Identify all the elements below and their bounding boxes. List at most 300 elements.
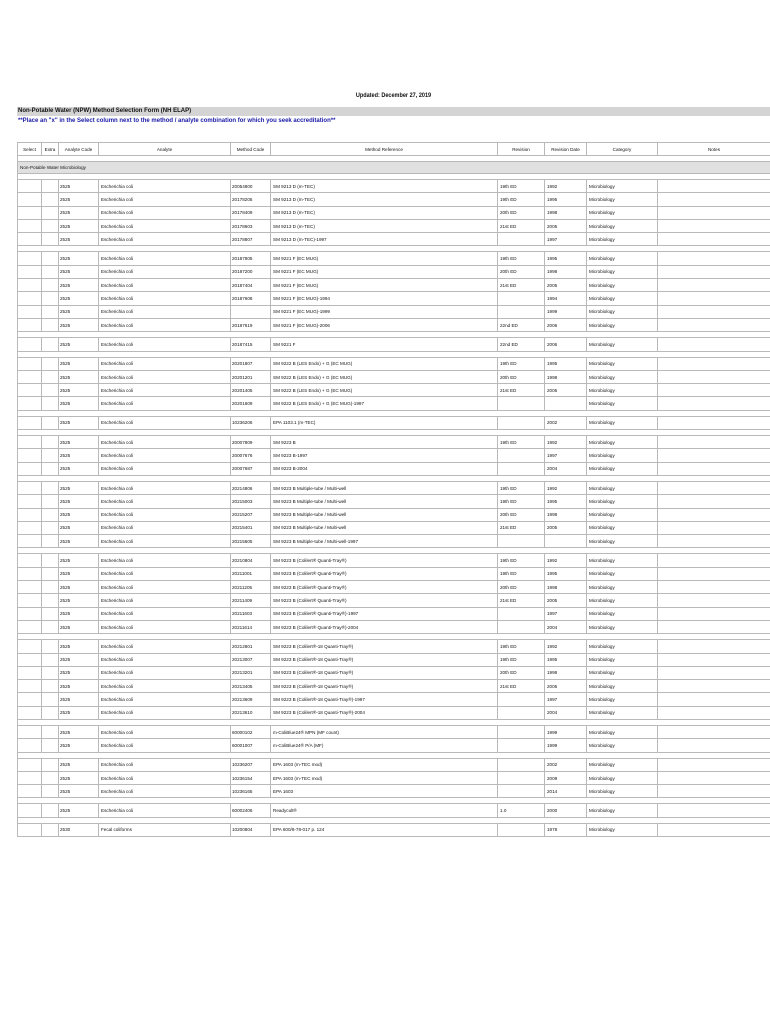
category-cell: Microbiology xyxy=(587,481,658,494)
method-code-cell: 20201807 xyxy=(231,357,271,370)
method-reference-cell: m-ColiBlue24® P/A (MF) xyxy=(271,739,498,752)
category-cell: Microbiology xyxy=(587,219,658,232)
analyte-code-cell: 2525 xyxy=(59,594,99,607)
category-cell: Microbiology xyxy=(587,508,658,521)
analyte-cell: Escherichia coli xyxy=(99,508,231,521)
method-code-cell: 20201405 xyxy=(231,384,271,397)
table-row xyxy=(18,233,770,246)
method-reference-cell: EPA 1103.1 (m-TEC) xyxy=(271,416,498,429)
method-code-cell: 20178807 xyxy=(231,233,271,246)
method-code-cell: 20201609 xyxy=(231,397,271,410)
method-code-cell: 20007676 xyxy=(231,449,271,462)
analyte-cell: Escherichia coli xyxy=(99,706,231,719)
revision-cell xyxy=(498,693,545,706)
revision-date-cell: 1995 xyxy=(545,653,587,666)
select-cell[interactable] xyxy=(18,739,42,752)
extra-cell xyxy=(42,193,59,206)
notes-cell xyxy=(658,785,770,798)
extra-cell xyxy=(42,581,59,594)
analyte-cell: Escherichia coli xyxy=(99,233,231,246)
extra-cell xyxy=(42,265,59,278)
method-code-cell: 20211205 xyxy=(231,581,271,594)
method-reference-cell: SM 9223 B (Colilert®-18 Quanti-Tray®) xyxy=(271,680,498,693)
revision-date-cell: 2005 xyxy=(545,521,587,534)
category-cell: Microbiology xyxy=(587,640,658,653)
analyte-cell: Escherichia coli xyxy=(99,725,231,738)
select-cell[interactable] xyxy=(18,416,42,429)
method-reference-cell: SM 9213 D (m-TEC) xyxy=(271,180,498,193)
select-cell[interactable] xyxy=(18,397,42,410)
revision-date-cell: 2000 xyxy=(545,804,587,817)
revision-date-cell: 2004 xyxy=(545,620,587,633)
analyte-cell: Escherichia coli xyxy=(99,653,231,666)
revision-date-cell: 2006 xyxy=(545,318,587,331)
notes-cell xyxy=(658,462,770,475)
method-reference-cell: SM 9213 D (m-TEC) xyxy=(271,193,498,206)
notes-cell xyxy=(658,384,770,397)
form-title: Non-Potable Water (NPW) Method Selection Form (NH ELAP) xyxy=(17,107,770,116)
extra-cell xyxy=(42,206,59,219)
col-header-analyte-code: Analyte Code xyxy=(59,143,99,156)
method-reference-cell: SM 9221 F (EC MUG)-2006 xyxy=(271,318,498,331)
select-cell[interactable] xyxy=(18,357,42,370)
table-row xyxy=(18,653,770,666)
category-cell: Microbiology xyxy=(587,607,658,620)
section-title: Non-Potable Water Microbiology xyxy=(18,162,770,174)
table-row xyxy=(18,416,770,429)
select-cell[interactable] xyxy=(18,338,42,351)
notes-cell xyxy=(658,206,770,219)
method-reference-cell: SM 9223 B (Colilert®-18 Quanti-Tray®)-2004 xyxy=(271,706,498,719)
analyte-cell: Escherichia coli xyxy=(99,436,231,449)
select-cell[interactable] xyxy=(18,785,42,798)
select-cell[interactable] xyxy=(18,640,42,653)
method-reference-cell: SM 9223 B (Colilert®-18 Quanti-Tray®)-1997 xyxy=(271,693,498,706)
method-code-cell: 20187805 xyxy=(231,252,271,265)
extra-cell xyxy=(42,495,59,508)
method-reference-cell: SM 9222 B (LES Endo) + G (EC MUG)-1997 xyxy=(271,397,498,410)
select-cell[interactable] xyxy=(18,193,42,206)
category-cell: Microbiology xyxy=(587,318,658,331)
analyte-cell: Escherichia coli xyxy=(99,554,231,567)
select-cell[interactable] xyxy=(18,265,42,278)
table-row xyxy=(18,338,770,351)
table-row xyxy=(18,305,770,318)
revision-date-cell: 1992 xyxy=(545,640,587,653)
extra-cell xyxy=(42,436,59,449)
table-row xyxy=(18,680,770,693)
extra-cell xyxy=(42,219,59,232)
extra-cell xyxy=(42,397,59,410)
table-header-row xyxy=(18,143,770,156)
method-reference-cell: SM 9223 B (Colilert®-18 Quanti-Tray®) xyxy=(271,653,498,666)
select-cell[interactable] xyxy=(18,693,42,706)
revision-cell xyxy=(498,607,545,620)
select-cell[interactable] xyxy=(18,607,42,620)
category-cell: Microbiology xyxy=(587,193,658,206)
revision-date-cell: 1995 xyxy=(545,567,587,580)
select-cell[interactable] xyxy=(18,804,42,817)
table-row xyxy=(18,535,770,548)
col-header-extra: Extra xyxy=(42,143,59,156)
select-cell[interactable] xyxy=(18,180,42,193)
method-code-cell: 20178603 xyxy=(231,219,271,232)
analyte-code-cell: 2525 xyxy=(59,252,99,265)
analyte-code-cell: 2525 xyxy=(59,193,99,206)
analyte-code-cell: 2525 xyxy=(59,567,99,580)
notes-cell xyxy=(658,233,770,246)
select-cell[interactable] xyxy=(18,706,42,719)
table-row xyxy=(18,436,770,449)
category-cell: Microbiology xyxy=(587,357,658,370)
method-reference-cell: SM 9223 B (Colilert® Quanti-Tray®) xyxy=(271,594,498,607)
revision-date-cell: 1992 xyxy=(545,180,587,193)
revision-date-cell: 2004 xyxy=(545,706,587,719)
revision-date-cell: 1999 xyxy=(545,725,587,738)
extra-cell xyxy=(42,481,59,494)
select-cell[interactable] xyxy=(18,594,42,607)
revision-date-cell xyxy=(545,397,587,410)
method-reference-cell: SM 9223 B (Colilert® Quanti-Tray®)-1997 xyxy=(271,607,498,620)
analyte-cell: Escherichia coli xyxy=(99,206,231,219)
analyte-code-cell: 2525 xyxy=(59,180,99,193)
table-row xyxy=(18,620,770,633)
revision-cell xyxy=(498,771,545,784)
col-header-notes: Notes xyxy=(658,143,770,156)
analyte-code-cell: 2525 xyxy=(59,771,99,784)
extra-cell xyxy=(42,449,59,462)
revision-cell: 19th ED xyxy=(498,252,545,265)
table-row xyxy=(18,567,770,580)
notes-cell xyxy=(658,508,770,521)
table-row xyxy=(18,581,770,594)
notes-cell xyxy=(658,397,770,410)
extra-cell xyxy=(42,706,59,719)
revision-cell xyxy=(498,233,545,246)
col-header-revision-date: Revision Date xyxy=(545,143,587,156)
analyte-cell: Escherichia coli xyxy=(99,521,231,534)
category-cell: Microbiology xyxy=(587,535,658,548)
category-cell: Microbiology xyxy=(587,771,658,784)
revision-date-cell: 1995 xyxy=(545,357,587,370)
revision-cell: 20th ED xyxy=(498,206,545,219)
revision-date-cell: 1994 xyxy=(545,292,587,305)
extra-cell xyxy=(42,338,59,351)
table-row xyxy=(18,594,770,607)
extra-cell xyxy=(42,535,59,548)
table-body xyxy=(18,156,770,837)
revision-cell xyxy=(498,535,545,548)
analyte-cell: Escherichia coli xyxy=(99,279,231,292)
analyte-code-cell: 2525 xyxy=(59,680,99,693)
select-cell[interactable] xyxy=(18,535,42,548)
revision-date-cell: 2004 xyxy=(545,462,587,475)
method-code-cell: 20211603 xyxy=(231,607,271,620)
select-cell[interactable] xyxy=(18,725,42,738)
method-reference-cell: SM 9222 B (LES Endo) + G (EC MUG) xyxy=(271,384,498,397)
revision-date-cell: 2006 xyxy=(545,338,587,351)
method-reference-cell: SM 9221 F (EC MUG)-1999 xyxy=(271,305,498,318)
extra-cell xyxy=(42,279,59,292)
extra-cell xyxy=(42,666,59,679)
notes-cell xyxy=(658,279,770,292)
analyte-code-cell: 2530 xyxy=(59,823,99,836)
analyte-cell: Escherichia coli xyxy=(99,292,231,305)
revision-date-cell: 1997 xyxy=(545,233,587,246)
analyte-code-cell: 2525 xyxy=(59,804,99,817)
notes-cell xyxy=(658,370,770,383)
revision-date-cell: 2005 xyxy=(545,219,587,232)
category-cell: Microbiology xyxy=(587,785,658,798)
select-cell[interactable] xyxy=(18,567,42,580)
table-row xyxy=(18,640,770,653)
table-row xyxy=(18,481,770,494)
analyte-code-cell: 2525 xyxy=(59,370,99,383)
analyte-cell: Escherichia coli xyxy=(99,370,231,383)
method-reference-cell: Readycult® xyxy=(271,804,498,817)
extra-cell xyxy=(42,680,59,693)
select-cell[interactable] xyxy=(18,758,42,771)
method-code-cell: 20212801 xyxy=(231,640,271,653)
notes-cell xyxy=(658,521,770,534)
notes-cell xyxy=(658,292,770,305)
method-code-cell: 20211001 xyxy=(231,567,271,580)
analyte-cell: Escherichia coli xyxy=(99,607,231,620)
table-row xyxy=(18,521,770,534)
select-cell[interactable] xyxy=(18,620,42,633)
category-cell: Microbiology xyxy=(587,725,658,738)
updated-date: Updated: December 27, 2019 xyxy=(355,92,432,99)
select-cell[interactable] xyxy=(18,653,42,666)
method-reference-cell: SM 9221 F xyxy=(271,338,498,351)
select-cell[interactable] xyxy=(18,554,42,567)
method-reference-cell: SM 9223 B Multiple-tube / Multi-well xyxy=(271,481,498,494)
method-code-cell: 20201201 xyxy=(231,370,271,383)
method-selection-table xyxy=(17,142,770,837)
select-cell[interactable] xyxy=(18,279,42,292)
analyte-cell: Escherichia coli xyxy=(99,693,231,706)
analyte-code-cell: 2525 xyxy=(59,725,99,738)
analyte-code-cell: 2525 xyxy=(59,535,99,548)
category-cell: Microbiology xyxy=(587,581,658,594)
extra-cell xyxy=(42,462,59,475)
category-cell: Microbiology xyxy=(587,206,658,219)
notes-cell xyxy=(658,318,770,331)
revision-date-cell: 1978 xyxy=(545,823,587,836)
revision-cell: 19th ED xyxy=(498,436,545,449)
notes-cell xyxy=(658,607,770,620)
revision-cell: 22nd ED xyxy=(498,338,545,351)
method-code-cell: 20187404 xyxy=(231,279,271,292)
table-row xyxy=(18,370,770,383)
select-cell[interactable] xyxy=(18,318,42,331)
extra-cell xyxy=(42,653,59,666)
analyte-code-cell: 2525 xyxy=(59,640,99,653)
analyte-code-cell: 2525 xyxy=(59,693,99,706)
table-row xyxy=(18,193,770,206)
analyte-cell: Escherichia coli xyxy=(99,397,231,410)
revision-cell xyxy=(498,416,545,429)
revision-date-cell: 2005 xyxy=(545,279,587,292)
revision-cell: 1.0 xyxy=(498,804,545,817)
revision-date-cell: 1997 xyxy=(545,693,587,706)
analyte-cell: Escherichia coli xyxy=(99,640,231,653)
analyte-code-cell: 2525 xyxy=(59,279,99,292)
extra-cell xyxy=(42,640,59,653)
table-row xyxy=(18,292,770,305)
notes-cell xyxy=(658,567,770,580)
analyte-code-cell: 2525 xyxy=(59,338,99,351)
method-reference-cell: EPA 600/8-78-017 p. 124 xyxy=(271,823,498,836)
table-row xyxy=(18,318,770,331)
analyte-cell: Escherichia coli xyxy=(99,384,231,397)
analyte-cell: Escherichia coli xyxy=(99,666,231,679)
extra-cell xyxy=(42,180,59,193)
revision-date-cell: 1998 xyxy=(545,265,587,278)
analyte-cell: Escherichia coli xyxy=(99,495,231,508)
notes-cell xyxy=(658,219,770,232)
revision-date-cell: 2014 xyxy=(545,785,587,798)
revision-date-cell: 1998 xyxy=(545,370,587,383)
method-reference-cell: EPA 1603 (m-TEC mod) xyxy=(271,758,498,771)
select-cell[interactable] xyxy=(18,436,42,449)
select-cell[interactable] xyxy=(18,680,42,693)
analyte-code-cell: 2525 xyxy=(59,384,99,397)
analyte-code-cell: 2525 xyxy=(59,357,99,370)
method-code-cell: 20215207 xyxy=(231,508,271,521)
revision-cell: 20th ED xyxy=(498,581,545,594)
table-row xyxy=(18,462,770,475)
analyte-code-cell: 2525 xyxy=(59,607,99,620)
method-code-cell: 10236154 xyxy=(231,771,271,784)
notes-cell xyxy=(658,554,770,567)
method-reference-cell: SM 9223 B-2004 xyxy=(271,462,498,475)
analyte-code-cell: 2525 xyxy=(59,758,99,771)
analyte-cell: Escherichia coli xyxy=(99,318,231,331)
analyte-code-cell: 2525 xyxy=(59,233,99,246)
table-row xyxy=(18,725,770,738)
method-code-cell: 20178409 xyxy=(231,206,271,219)
select-cell[interactable] xyxy=(18,771,42,784)
category-cell: Microbiology xyxy=(587,384,658,397)
analyte-code-cell: 2525 xyxy=(59,292,99,305)
extra-cell xyxy=(42,725,59,738)
col-header-method-reference: Method Reference xyxy=(271,143,498,156)
analyte-code-cell: 2525 xyxy=(59,265,99,278)
table-row xyxy=(18,771,770,784)
revision-cell xyxy=(498,739,545,752)
category-cell: Microbiology xyxy=(587,495,658,508)
select-cell[interactable] xyxy=(18,521,42,534)
select-cell[interactable] xyxy=(18,206,42,219)
select-cell[interactable] xyxy=(18,581,42,594)
col-header-method-code: Method Code xyxy=(231,143,271,156)
select-cell[interactable] xyxy=(18,449,42,462)
revision-date-cell: 1998 xyxy=(545,581,587,594)
select-cell[interactable] xyxy=(18,508,42,521)
select-cell[interactable] xyxy=(18,233,42,246)
analyte-cell: Escherichia coli xyxy=(99,449,231,462)
method-reference-cell: SM 9221 F (EC MUG) xyxy=(271,265,498,278)
select-cell[interactable] xyxy=(18,384,42,397)
select-cell[interactable] xyxy=(18,292,42,305)
analyte-cell: Escherichia coli xyxy=(99,481,231,494)
table-row xyxy=(18,758,770,771)
extra-cell xyxy=(42,554,59,567)
select-cell[interactable] xyxy=(18,666,42,679)
method-reference-cell: SM 9223 B (Colilert® Quanti-Tray®) xyxy=(271,567,498,580)
select-cell[interactable] xyxy=(18,219,42,232)
notes-cell xyxy=(658,666,770,679)
select-cell[interactable] xyxy=(18,252,42,265)
analyte-cell: Escherichia coli xyxy=(99,462,231,475)
revision-cell: 19th ED xyxy=(498,481,545,494)
extra-cell xyxy=(42,758,59,771)
select-cell[interactable] xyxy=(18,370,42,383)
analyte-cell: Escherichia coli xyxy=(99,581,231,594)
notes-cell xyxy=(658,416,770,429)
revision-cell: 20th ED xyxy=(498,508,545,521)
analyte-cell: Escherichia coli xyxy=(99,771,231,784)
table-row xyxy=(18,252,770,265)
select-cell[interactable] xyxy=(18,481,42,494)
col-header-category: Category xyxy=(587,143,658,156)
revision-date-cell: 1997 xyxy=(545,607,587,620)
analyte-cell: Escherichia coli xyxy=(99,594,231,607)
notes-cell xyxy=(658,252,770,265)
select-cell[interactable] xyxy=(18,462,42,475)
category-cell: Microbiology xyxy=(587,338,658,351)
notes-cell xyxy=(658,594,770,607)
revision-cell: 19th ED xyxy=(498,640,545,653)
table-row xyxy=(18,693,770,706)
revision-cell: 21st ED xyxy=(498,521,545,534)
method-code-cell: 20187200 xyxy=(231,265,271,278)
category-cell: Microbiology xyxy=(587,265,658,278)
analyte-cell: Escherichia coli xyxy=(99,739,231,752)
table-row xyxy=(18,739,770,752)
method-code-cell: 10236165 xyxy=(231,785,271,798)
revision-cell: 19th ED xyxy=(498,180,545,193)
analyte-cell: Escherichia coli xyxy=(99,305,231,318)
method-code-cell: 60001007 xyxy=(231,739,271,752)
select-cell[interactable] xyxy=(18,495,42,508)
notes-cell xyxy=(658,680,770,693)
revision-date-cell: 2009 xyxy=(545,771,587,784)
revision-cell: 20th ED xyxy=(498,370,545,383)
revision-cell: 19th ED xyxy=(498,653,545,666)
analyte-code-cell: 2525 xyxy=(59,739,99,752)
category-cell: Microbiology xyxy=(587,620,658,633)
method-code-cell: 20214806 xyxy=(231,481,271,494)
method-reference-cell: SM 9221 F (EC MUG)-1994 xyxy=(271,292,498,305)
extra-cell xyxy=(42,785,59,798)
revision-cell: 21st ED xyxy=(498,219,545,232)
select-cell[interactable] xyxy=(18,305,42,318)
select-cell[interactable] xyxy=(18,823,42,836)
method-code-cell: 20178205 xyxy=(231,193,271,206)
method-code-cell: 20213007 xyxy=(231,653,271,666)
category-cell: Microbiology xyxy=(587,680,658,693)
analyte-code-cell: 2525 xyxy=(59,653,99,666)
revision-date-cell xyxy=(545,535,587,548)
revision-cell: 21st ED xyxy=(498,680,545,693)
revision-cell xyxy=(498,620,545,633)
table-row xyxy=(18,206,770,219)
category-cell: Microbiology xyxy=(587,436,658,449)
method-code-cell: 60000102 xyxy=(231,725,271,738)
table-row xyxy=(18,397,770,410)
